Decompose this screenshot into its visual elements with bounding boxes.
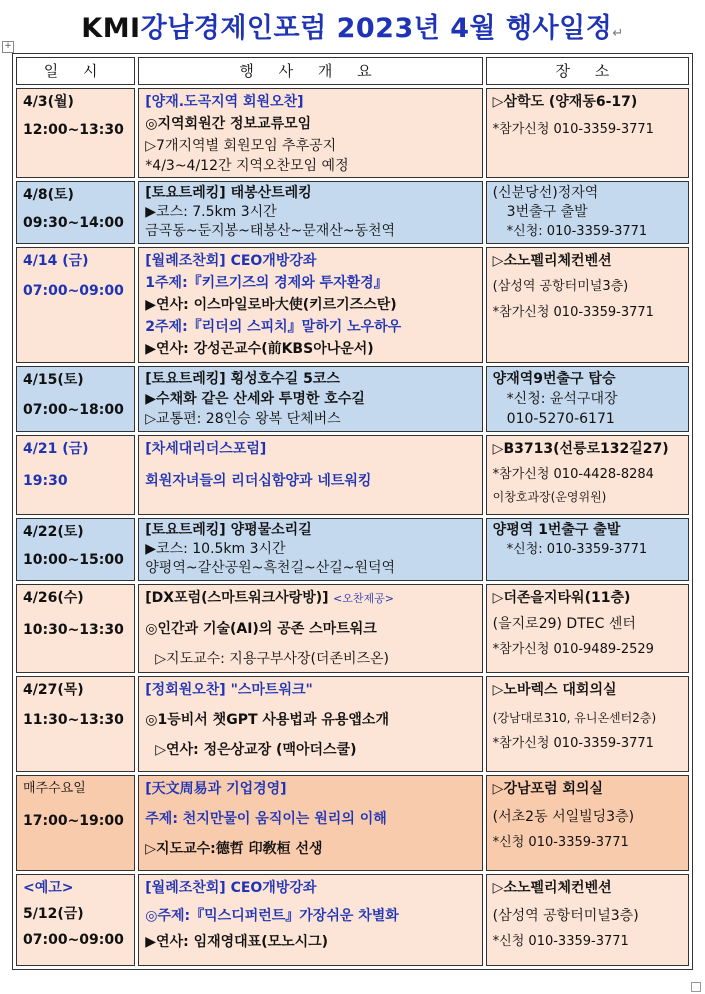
date-cell[interactable]: <예고> 5/12(금) 07:00~09:00 — [16, 874, 135, 966]
date-cell[interactable]: 4/8(토) 09:30~14:00 — [16, 181, 135, 244]
date-cell[interactable]: 4/14 (금) 07:00~09:00 — [16, 247, 135, 363]
desc-cell[interactable]: [토요트레킹] 양평물소리길 ▶코스: 10.5km 3시간 양평역~갈산공원~흑천길~산길~원덕역 — [138, 518, 482, 581]
place-cell[interactable]: ▷강남포럼 회의실 (서초2동 서일빌딩3층) *신청 010-3359-3771 — [486, 775, 689, 871]
table-row — [16, 435, 689, 515]
header-date: 일 시 — [16, 57, 135, 85]
table-row — [16, 247, 689, 363]
date-cell[interactable]: 4/3(월) 12:00~13:30 — [16, 88, 135, 178]
desc-cell[interactable]: [월례조찬회] CEO개방강좌 ◎주제:『믹스디퍼런트』가장쉬운 차별화 ▶연사: 임재영대표(모노시그) — [138, 874, 482, 966]
desc-cell[interactable]: [天文周易과 기업경영] 주제: 천지만물이 움직이는 원리의 이해 ▷지도교수:德哲 印敎桓 선생 — [138, 775, 482, 871]
title-main: 강남경제인포럼 2023년 4월 행사일정 — [140, 13, 613, 44]
resize-handle-icon[interactable] — [691, 982, 701, 992]
table-row — [16, 676, 689, 772]
desc-cell[interactable]: [DX포럼(스마트워크사랑방)] <오찬제공> ◎인간과 기술(AI)의 공존 스마트워크 ▷지도교수: 지용구부사장(더존비즈온) — [138, 584, 482, 673]
date-cell[interactable]: 4/15(토) 07:00~18:00 — [16, 366, 135, 432]
place-cell[interactable]: ▷소노펠리체컨벤션 (삼성역 공항터미널3층) *신청 010-3359-3771 — [486, 874, 689, 966]
place-cell[interactable]: ▷소노펠리체컨벤션 (삼성역 공항터미널3층) *참가신청 010-3359-3771 — [486, 247, 689, 363]
place-cell[interactable]: ▷삼학도 (양재동6-17) *참가신청 010-3359-3771 — [486, 88, 689, 178]
table-row — [16, 366, 689, 432]
desc-cell[interactable]: [양재.도곡지역 회원오찬] ◎지역회원간 정보교류모임 ▷7개지역별 회원모임 추후공지 *4/3~4/12간 지역오찬모임 예정 — [138, 88, 482, 178]
date-cell[interactable]: 4/27(목) 11:30~13:30 — [16, 676, 135, 772]
table-row — [16, 584, 689, 673]
page-title — [0, 6, 705, 45]
place-cell[interactable]: 양평역 1번출구 출발 *신청: 010-3359-3771 — [486, 518, 689, 581]
table-row — [16, 181, 689, 244]
paragraph-mark: ↵ — [612, 26, 624, 41]
table-row — [16, 775, 689, 871]
header-place: 장 소 — [486, 57, 689, 85]
desc-cell[interactable]: [정회원오찬] "스마트워크" ◎1등비서 챗GPT 사용법과 유용앱소개 ▷연사: 정은상교장 (맥아더스쿨) — [138, 676, 482, 772]
table-row — [16, 518, 689, 581]
date-cell[interactable]: 4/26(수) 10:30~13:30 — [16, 584, 135, 673]
table-move-handle-icon[interactable]: + — [2, 41, 14, 53]
desc-cell[interactable]: [토요트레킹] 횡성호수길 5코스 ▶수채화 같은 산세와 투명한 호수길 ▷교통편: 28인승 왕복 단체버스 — [138, 366, 482, 432]
date-cell[interactable]: 매주수요일 17:00~19:00 — [16, 775, 135, 871]
table-row — [16, 88, 689, 178]
place-cell[interactable]: ▷노바렉스 대회의실 (강남대로310, 유니온센터2층) *참가신청 010-3359-3771 — [486, 676, 689, 772]
place-cell[interactable]: 양재역9번출구 탑승 *신청: 윤석구대장 010-5270-6171 — [486, 366, 689, 432]
place-cell[interactable]: (신분당선)정자역 3번출구 출발 *신청: 010-3359-3771 — [486, 181, 689, 244]
schedule-table — [12, 53, 693, 970]
org-name: KMI — [81, 13, 141, 44]
desc-cell[interactable]: [토요트레킹] 태봉산트레킹 ▶코스: 7.5km 3시간 금곡동~둔지봉~태봉산~문재산~동천역 — [138, 181, 482, 244]
place-cell[interactable]: ▷B3713(선릉로132길27) *참가신청 010-4428-8284 이창호과장(운영위원) — [486, 435, 689, 515]
date-cell[interactable]: 4/22(토) 10:00~15:00 — [16, 518, 135, 581]
desc-cell[interactable]: [차세대리더스포럼] 회원자녀들의 리더십함양과 네트워킹 — [138, 435, 482, 515]
date-cell[interactable]: 4/21 (금) 19:30 — [16, 435, 135, 515]
table-row — [16, 874, 689, 966]
place-cell[interactable]: ▷더존을지타워(11층) (을지로29) DTEC 센터 *참가신청 010-9489-2529 — [486, 584, 689, 673]
header-desc: 행 사 개 요 — [138, 57, 482, 85]
desc-cell[interactable]: [월례조찬회] CEO개방강좌 1주제:『키르기즈의 경제와 투자환경』 ▶연사: 이스마일로바大使(키르기즈스탄) 2주제:『리더의 스피치』말하기 노우하우 ▶연사: 강성곤교수(前KBS아나운서) — [138, 247, 482, 363]
